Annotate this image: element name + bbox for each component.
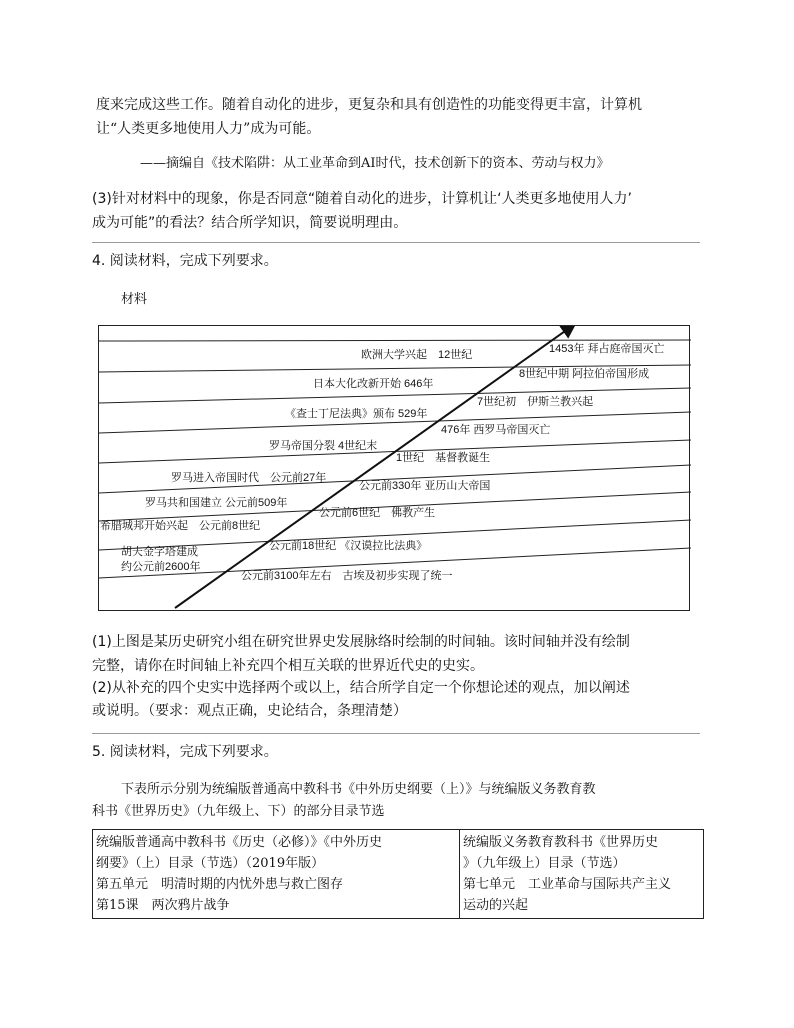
question-4-heading: 4. 阅读材料，完成下列要求。 — [92, 253, 278, 269]
timeline-right-label: 公元前6世纪 佛教产生 — [319, 507, 436, 519]
question-4-sub2-line: (2)从补充的四个史实中选择两个或以上，结合所学自定一个你想论述的观点，加以阐述 — [92, 680, 630, 696]
question-3-line: 成为可能”的看法？结合所学知识，简要说明理由。 — [92, 215, 408, 231]
material-text-line: 度来完成这些工作。随着自动化的进步，更复杂和具有创造性的功能变得更丰富，计算机 — [96, 97, 642, 113]
toc-line: 统编版普通高中教科书《历史（必修）》《中外历史 — [96, 835, 383, 850]
question-4-sub1-line: 完整，请你在时间轴上补充四个相互关联的世界近代史的史实。 — [92, 658, 484, 674]
table-row — [93, 830, 704, 919]
question-5-intro-line: 下表所示分别为统编版普通高中教科书《中外历史纲要（上）》与统编版义务教育教 — [121, 782, 596, 797]
timeline-left-label: 罗马共和国建立 公元前509年 — [145, 497, 288, 509]
divider — [92, 733, 700, 734]
timeline-left-label: 胡夫金字塔建成 — [121, 546, 198, 558]
toc-line: 统编版义务教育教科书《世界历史 — [463, 835, 659, 850]
timeline-left-label: 日本大化改新开始 646年 — [313, 378, 434, 390]
timeline-right-label: 1世纪 基督教诞生 — [396, 452, 491, 464]
question-4-sub1-line: (1)上图是某历史研究小组在研究世界史发展脉络时绘制的时间轴。该时间轴并没有绘制 — [92, 634, 630, 650]
timeline-row-line — [99, 388, 691, 403]
timeline-row-line — [99, 340, 691, 341]
toc-line: 运动的兴起 — [463, 898, 529, 913]
toc-cell-middle-school — [460, 830, 704, 919]
toc-line: 第七单元 工业革命与国际共产主义 — [463, 877, 672, 892]
timeline-right-label: 公元前330年 亚历山大帝国 — [359, 480, 491, 492]
timeline-left-label: 约公元前2600年 — [121, 561, 201, 573]
timeline-diagram — [98, 325, 690, 611]
toc-line: 》（九年级上）目录（节选） — [463, 856, 626, 871]
material-source: ——摘编自《技术陷阱：从工业革命到AI时代，技术创新下的资本、劳动与权力》 — [140, 156, 610, 171]
timeline-left-label: 希腊城邦开始兴起 公元前8世纪 — [100, 520, 261, 532]
timeline-svg — [99, 326, 691, 612]
timeline-right-label: 8世纪中期 阿拉伯帝国形成 — [519, 368, 650, 380]
toc-line: 第五单元 明清时期的内忧外患与救亡图存 — [96, 877, 344, 892]
timeline-right-label: 476年 西罗马帝国灭亡 — [441, 424, 551, 436]
material-text-line: 让“人类更多地使用人力”成为可能。 — [96, 121, 321, 137]
toc-line: 第15课 两次鸦片战争 — [96, 898, 230, 913]
toc-cell-high-school — [93, 830, 460, 919]
timeline-left-label: 罗马帝国分裂 4世纪末 — [269, 440, 378, 452]
timeline-right-label: 7世纪初 伊斯兰教兴起 — [477, 396, 594, 408]
timeline-left-label: 欧洲大学兴起 12世纪 — [361, 349, 473, 361]
material-label: 材料 — [121, 292, 148, 307]
timeline-left-label: 罗马进入帝国时代 公元前27年 — [171, 472, 327, 484]
question-3-line: (3)针对材料中的现象，你是否同意“随着自动化的进步，计算机让‘人类更多地使用人力’ — [92, 191, 632, 207]
timeline-left-label: 《查士丁尼法典》颁布 529年 — [285, 408, 428, 420]
toc-table — [92, 829, 704, 919]
timeline-right-label: 1453年 拜占庭帝国灭亡 — [549, 343, 665, 355]
divider — [92, 242, 700, 243]
toc-line: 纲要》（上）目录（节选）（2019年版） — [96, 856, 325, 871]
question-5-heading: 5. 阅读材料，完成下列要求。 — [92, 744, 278, 760]
question-5-intro-line: 科书《世界历史》（九年级上、下）的部分目录节选 — [92, 804, 385, 819]
timeline-right-label: 公元前3100年左右 古埃及初步实现了统一 — [241, 570, 453, 582]
timeline-right-label: 公元前18世纪 《汉谟拉比法典》 — [269, 540, 428, 552]
question-4-sub2-line: 或说明。（要求：观点正确，史论结合，条理清楚） — [92, 703, 407, 719]
